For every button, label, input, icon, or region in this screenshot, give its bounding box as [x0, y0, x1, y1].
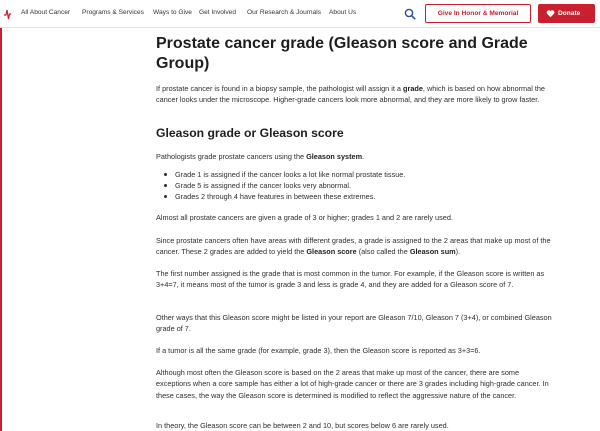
- almost-all-paragraph: Almost all prostate cancers are given a grade of 3 or higher; grades 1 and 2 are rarely used.: [156, 213, 453, 222]
- nav-item-ways-to-give[interactable]: Ways to Give: [153, 9, 192, 16]
- since-text-start: Since prostate cancers often have areas with different grades, a grade is assigned to the 2 areas that make up most of the cancer. These 2 grades are added to yield the: [156, 236, 551, 257]
- gleason-intro-paragraph: [156, 151, 552, 162]
- gleason-intro-end: .: [362, 152, 365, 161]
- section-heading-gleason: Gleason grade or Gleason score: [156, 126, 344, 140]
- gleason-sum-bold: Gleason sum: [409, 247, 456, 257]
- exceptions-paragraph: Although most often the Gleason score is based on the 2 areas that make up most of the cancer, there are some exceptions when a core sample has either a lot of high-grade cancer or there are 3 grades including high-grade cancer. In these cases, the way the Gleason score is determined is modified to reflect the aggressive nature of the cancer.: [156, 368, 549, 400]
- nav-item-research-journals[interactable]: Our Research & Journals: [247, 9, 322, 16]
- nav-item-about-us[interactable]: About Us: [329, 9, 357, 16]
- donate-button[interactable]: [538, 4, 595, 23]
- gleason-score-paragraph: [156, 235, 552, 258]
- page-title: Prostate cancer grade (Gleason score and Grade Group): [156, 35, 528, 72]
- nav-item-get-involved[interactable]: Get Involved: [199, 9, 237, 16]
- gleason-system-bold: Gleason system: [306, 152, 363, 161]
- gleason-score-bold: Gleason score: [306, 247, 357, 257]
- top-navigation-bar: [0, 0, 600, 28]
- search-icon[interactable]: [404, 8, 416, 20]
- logo-icon[interactable]: [3, 6, 12, 22]
- donate-label: Donate: [558, 10, 581, 17]
- since-text-mid: (also called the: [356, 247, 410, 257]
- list-item: Grade 1 is assigned if the cancer looks a lot like normal prostate tissue.: [156, 169, 552, 180]
- intro-bold-grade: grade: [403, 84, 423, 93]
- same-grade-paragraph: If a tumor is all the same grade (for example, grade 3), then the Gleason score is reported as 3+3=6.: [156, 346, 481, 355]
- gleason-intro-start: Pathologists grade prostate cancers using the: [156, 152, 307, 161]
- heart-icon: [546, 9, 555, 18]
- list-item: Grade 5 is assigned if the cancer looks very abnormal.: [156, 180, 552, 191]
- list-item: Grades 2 through 4 have features in between these extremes.: [156, 191, 552, 202]
- left-accent-rail: [0, 28, 2, 431]
- intro-text-start: If prostate cancer is found in a biopsy sample, the pathologist will assign it a: [156, 84, 404, 93]
- since-text-end: ).: [455, 247, 461, 257]
- other-ways-paragraph: Other ways that this Gleason score might be listed in your report are Gleason 7/10, Gleason 7 (3+4), or combined Gleason grade of 7.: [156, 313, 552, 334]
- intro-paragraph: [156, 83, 552, 106]
- intro-text-end: , which is based on how abnormal the cancer looks under the microscope. Higher-grade cancers look more abnormal, and they are more likely to grow faster.: [156, 84, 545, 105]
- score-range-paragraph: In theory, the Gleason score can be between 2 and 10, but scores below 6 are rarely used.: [156, 421, 449, 430]
- first-number-paragraph: The first number assigned is the grade that is most common in the tumor. For example, if the Gleason score is written as 3+4=7, it means most of the tumor is grade 3 and less is grade 4, and they are added for a Gleason score of 7.: [156, 269, 545, 290]
- grade-bullet-list: [156, 169, 552, 203]
- nav-item-programs-services[interactable]: Programs & Services: [82, 9, 144, 16]
- give-in-honor-button[interactable]: Give In Honor & Memorial: [425, 4, 531, 23]
- nav-item-all-about-cancer[interactable]: All About Cancer: [21, 9, 71, 16]
